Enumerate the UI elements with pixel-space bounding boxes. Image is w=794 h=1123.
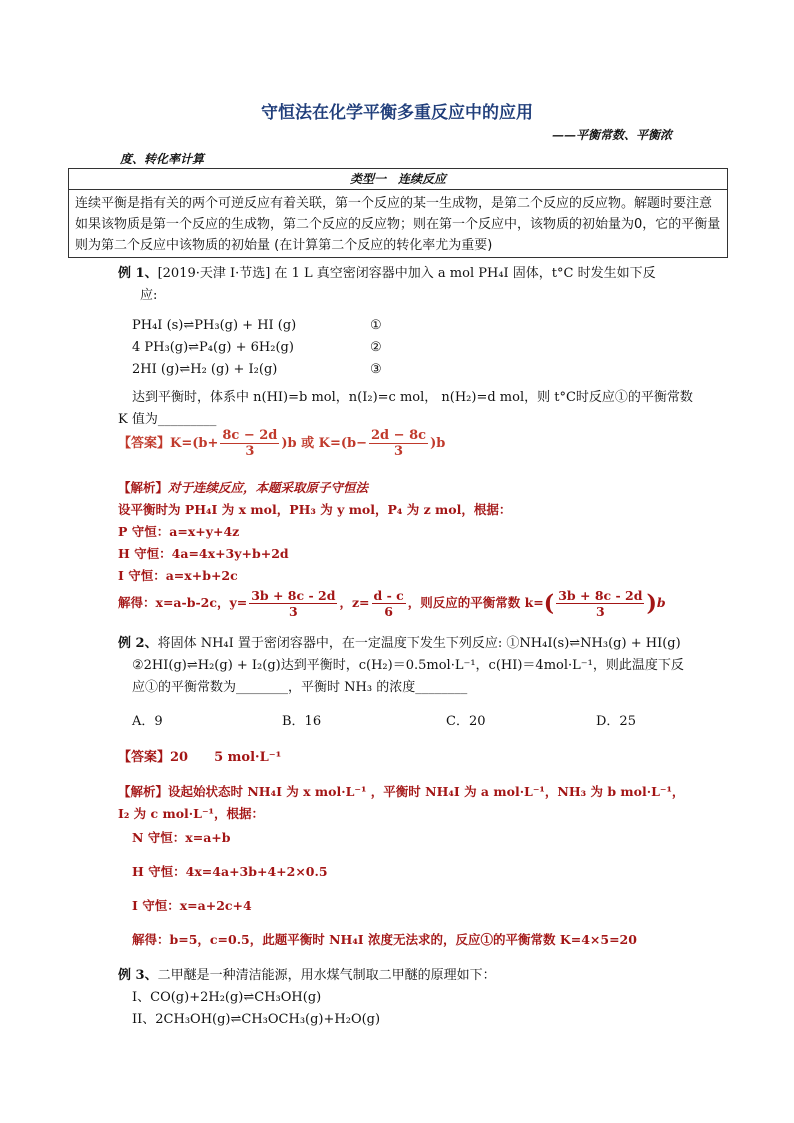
example-2-label: 例 2、 [118,636,158,651]
example-1-solution-result: 解得：x=a-b-2c，y= $\frac{3b + 8c - 2d}{3}$ ，z= $\frac{d - c}{6}$ ，则反应的平衡常数 k=( $\frac{3b + 8c - 2d}{3}$ )b [118,588,666,619]
example-3-text: 二甲醚是一种清洁能源，用水煤气制取二甲醚的原理如下： [157,968,496,983]
example-3-label: 例 3、 [118,968,158,983]
answer-text-b: )b 或 K=(b− [281,436,368,451]
answer-text-a: K=(b+ [170,436,219,451]
page-subtitle-continued: 度、转化率计算 [120,152,205,166]
result-text-a: 解得：x=a-b-2c，y= [118,595,248,610]
example-1-answer [118,428,445,459]
solution-label: 【解析】 [118,480,169,495]
answer-label: 【答案】 [118,750,171,765]
example-3-equation-2: II、2CH₃OH(g)⇌CH₃OCH₃(g)+H₂O(g) [132,1012,381,1027]
example-2-line3: 应①的平衡常数为________，平衡时 NH₃ 的浓度________ [132,680,468,695]
example-1-ask: K 值为_________ [118,412,217,427]
example-2-answer [118,746,281,765]
example-2-solution-intro [118,782,684,800]
example-1-question [118,262,656,281]
example-2-line1 [118,632,681,651]
fraction-numerator: 2d − 8c [371,428,427,443]
fraction-denominator: 6 [384,604,393,619]
answer-fraction-1 [220,428,279,459]
example-1-equation-3: 2HI (g)⇌H₂ (g) + I₂(g) [132,362,278,377]
example-1-equation-1-number: ① [370,318,382,333]
page-subtitle: ——平衡常数、平衡浓 [551,128,672,142]
fraction-denominator: 3 [245,444,255,459]
example-2-solution-setup-cont: I₂ 为 c mol·L⁻¹，根据： [118,806,265,821]
example-1-equation-2-number: ② [370,340,382,355]
type-box [68,168,728,258]
fraction-numerator: d - c [373,588,404,603]
example-3-line1 [118,964,496,983]
option-d: D．25 [596,714,636,729]
fraction-numerator: 8c − 2d [222,428,278,443]
option-b: B．16 [282,714,322,729]
example-1-condition: 达到平衡时，体系中 n(HI)=b mol，n(I₂)=c mol， n(H₂)=d mol，则 t°C时反应①的平衡常数 [132,390,693,405]
answer-value: 20 5 mol·L⁻¹ [170,750,282,765]
result-fraction-z [372,588,406,619]
example-1-equation-2: 4 PH₃(g)⇌P₄(g) + 6H₂(g) [132,340,294,355]
example-1-equation-3-number: ③ [370,362,382,377]
example-2-solution-result: 解得：b=5，c=0.5，此题平衡时 NH₄I 浓度无法求的，反应①的平衡常数 K=4×5=20 [132,932,637,947]
result-fraction-k [556,588,644,619]
fraction-numerator: 3b + 8c - 2d [558,588,643,603]
type-box-heading: 类型一 连续反应 [69,169,727,190]
example-2-line2: ②2HI(g)⇌H₂(g) + I₂(g)达到平衡时，c(H₂)＝0.5mol·L⁻¹，c(HI)＝4mol·L⁻¹，则此温度下反 [132,658,684,673]
result-text-b: ，z= [339,595,370,610]
fraction-denominator: 3 [288,604,298,619]
fraction-denominator: 3 [595,604,605,619]
example-2-text: 将固体 NH₄I 置于密闭容器中，在一定温度下发生下列反应: ①NH₄I(s)⇌NH₃(g) + HI(g) [157,636,681,651]
result-text-c: ，则反应的平衡常数 k= [407,595,544,610]
solution-setup: 设起始状态时 NH₄I 为 x mol·L⁻¹ ，平衡时 NH₄I 为 a mol·L⁻¹，NH₃ 为 b mol·L⁻¹， [168,784,685,799]
result-fraction-y [249,588,337,619]
type-box-text: 连续平衡是指有关的两个可逆反应有着关联，第一个反应的某一生成物，是第二个反应的反应物。解题时要注意如果该物质是第一个反应的生成物，第二个反应的反应物；则在第一个反应中，该物质的初始量为0，它的平衡量则为第二个反应中该物质的初始量 (在计算第二个反应的转化率尤为重要) [75,196,721,253]
example-2-h-conservation: H 守恒：4x=4a+3b+4+2×0.5 [132,864,328,879]
example-1-h-conservation: H 守恒：4a=4x+3y+b+2d [118,546,289,561]
example-1-solution-setup: 设平衡时为 PH₄I 为 x mol，PH₃ 为 y mol，P₄ 为 z mol，根据： [118,502,512,517]
example-1-p-conservation: P 守恒：a=x+y+4z [118,524,240,539]
example-1-solution-intro [118,478,368,496]
example-3-equation-1: I、CO(g)+2H₂(g)⇌CH₃OH(g) [132,990,322,1005]
answer-text-c: )b [430,436,446,451]
example-2-i-conservation: I 守恒：x=a+2c+4 [132,898,252,913]
answer-label: 【答案】 [118,436,171,451]
fraction-denominator: 3 [394,444,404,459]
example-1-label: 例 1、 [118,266,158,281]
result-text-d: b [656,595,666,610]
example-1-line1: [2019·天津 Ⅰ·节选] 在 1 L 真空密闭容器中加入 a mol PH₄I 固体，t°C 时发生如下反 [157,266,656,281]
example-1-line2: 应: [140,288,158,303]
example-1-i-conservation: I 守恒：a=x+b+2c [118,568,238,583]
example-2-n-conservation: N 守恒：x=a+b [132,830,231,845]
option-a: A．9 [132,714,163,729]
example-1-equation-1: PH₄I (s)⇌PH₃(g) + HI (g) [132,318,297,333]
solution-label: 【解析】 [118,784,169,799]
page-title: 守恒法在化学平衡多重反应中的应用 [261,103,533,123]
fraction-numerator: 3b + 8c - 2d [251,588,336,603]
solution-method: 对于连续反应，本题采取原子守恒法 [168,480,369,495]
answer-fraction-2 [369,428,428,459]
option-c: C．20 [446,714,486,729]
